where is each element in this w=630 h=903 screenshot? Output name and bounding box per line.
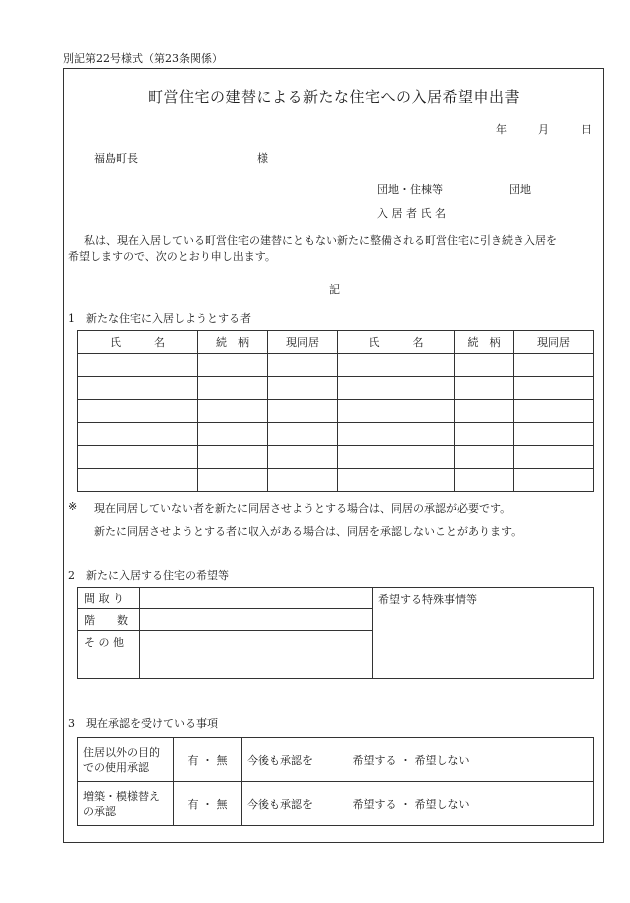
other-field[interactable] — [140, 631, 373, 679]
special-circumstances-label: 希望する特殊事情等 — [378, 593, 477, 606]
table-cell[interactable] — [455, 354, 514, 377]
table-cell[interactable] — [268, 423, 338, 446]
table-cell[interactable] — [198, 446, 268, 469]
table-row — [78, 446, 594, 469]
household-header-row — [78, 331, 594, 354]
current-approvals-table — [77, 737, 594, 826]
table-cell[interactable] — [455, 423, 514, 446]
column-header: 現同居 — [268, 331, 338, 354]
table-row — [78, 423, 594, 446]
body-line-1: 私は、現在入居している町営住宅の建替にともない新たに整備される町営住宅に引き続き入居を — [84, 234, 557, 247]
table-cell[interactable] — [514, 354, 594, 377]
row-label-layout: 間 取 り — [78, 588, 140, 609]
table-row — [78, 400, 594, 423]
future-approval-cell — [242, 782, 594, 826]
future-approval-choices[interactable]: 希望する ・ 希望しない — [352, 797, 470, 811]
table-cell[interactable] — [268, 354, 338, 377]
yes-no-choice[interactable]: 有 ・ 無 — [174, 738, 242, 782]
table-cell[interactable] — [338, 400, 455, 423]
future-approval-choices[interactable]: 希望する ・ 希望しない — [352, 753, 470, 767]
table-row — [78, 354, 594, 377]
column-header: 現同居 — [514, 331, 594, 354]
table-cell[interactable] — [338, 423, 455, 446]
special-circumstances-cell[interactable] — [373, 588, 594, 679]
layout-field[interactable] — [140, 588, 373, 609]
table-cell[interactable] — [78, 400, 198, 423]
table-cell[interactable] — [455, 400, 514, 423]
column-header: 続 柄 — [198, 331, 268, 354]
form-number: 別記第22号様式（第23条関係） — [63, 52, 223, 65]
approval-row — [78, 782, 594, 826]
table-cell[interactable] — [198, 354, 268, 377]
table-cell[interactable] — [198, 377, 268, 400]
table-cell[interactable] — [78, 354, 198, 377]
table-cell[interactable] — [455, 446, 514, 469]
column-header: 氏 名 — [78, 331, 198, 354]
row-label-other: そ の 他 — [78, 631, 140, 679]
table-cell[interactable] — [268, 469, 338, 492]
yes-no-choice[interactable]: 有 ・ 無 — [174, 782, 242, 826]
table-cell[interactable] — [198, 423, 268, 446]
section1-heading: 1 新たな住宅に入居しようとする者 — [68, 312, 251, 325]
table-cell[interactable] — [338, 446, 455, 469]
addressee-name: 福島町長 — [94, 152, 138, 165]
estate-suffix: 団地 — [509, 183, 531, 196]
approval-label — [78, 738, 174, 782]
estate-label: 団地・住棟等 — [377, 183, 443, 196]
floors-field[interactable] — [140, 609, 373, 631]
table-cell[interactable] — [198, 400, 268, 423]
approval-label-line: 増築・模様替え — [83, 789, 160, 803]
section2-heading: 2 新たに入居する住宅の希望等 — [68, 569, 229, 582]
note-line-2: 新たに同居させようとする者に収入がある場合は、同居を承認しないことがあります。 — [94, 525, 523, 538]
table-cell[interactable] — [338, 377, 455, 400]
table-row — [78, 377, 594, 400]
table-cell[interactable] — [514, 446, 594, 469]
ki-label: 記 — [329, 283, 340, 296]
date-day-label: 日 — [581, 123, 592, 136]
approval-label-line: の承認 — [83, 804, 116, 818]
table-cell[interactable] — [514, 423, 594, 446]
future-approval-label: 今後も承認を — [247, 753, 313, 767]
table-cell[interactable] — [198, 469, 268, 492]
table-cell[interactable] — [78, 377, 198, 400]
table-cell[interactable] — [268, 446, 338, 469]
approval-label-line: での使用承認 — [83, 760, 149, 774]
applicant-name-label: 入 居 者 氏 名 — [377, 207, 446, 220]
table-cell[interactable] — [78, 423, 198, 446]
row-label-floors: 階 数 — [78, 609, 140, 631]
table-cell[interactable] — [455, 469, 514, 492]
body-paragraph — [68, 233, 596, 265]
note-line-1: 現在同居していない者を新たに同居させようとする場合は、同居の承認が必要です。 — [94, 502, 512, 515]
date-month-label: 月 — [538, 123, 549, 136]
future-approval-cell — [242, 738, 594, 782]
table-cell[interactable] — [338, 469, 455, 492]
approval-label-line: 住居以外の目的 — [83, 745, 160, 759]
table-cell[interactable] — [514, 400, 594, 423]
table-cell[interactable] — [78, 446, 198, 469]
body-line-2: 希望しますので、次のとおり申し出ます。 — [68, 250, 276, 263]
table-cell[interactable] — [268, 377, 338, 400]
approval-label — [78, 782, 174, 826]
section3-heading: 3 現在承認を受けている事項 — [68, 717, 218, 730]
table-cell[interactable] — [338, 354, 455, 377]
table-cell[interactable] — [514, 469, 594, 492]
page-title: 町営住宅の建替による新たな住宅への入居希望申出書 — [148, 88, 521, 106]
future-approval-label: 今後も承認を — [247, 797, 313, 811]
column-header: 続 柄 — [455, 331, 514, 354]
note-mark: ※ — [68, 500, 78, 513]
date-year-label: 年 — [496, 123, 507, 136]
household-table — [77, 330, 594, 492]
table-cell[interactable] — [268, 400, 338, 423]
addressee-honorific: 様 — [257, 152, 268, 165]
table-row — [78, 469, 594, 492]
table-cell[interactable] — [78, 469, 198, 492]
column-header: 氏 名 — [338, 331, 455, 354]
approval-row — [78, 738, 594, 782]
table-cell[interactable] — [514, 377, 594, 400]
housing-preference-table — [77, 587, 594, 679]
table-cell[interactable] — [455, 377, 514, 400]
